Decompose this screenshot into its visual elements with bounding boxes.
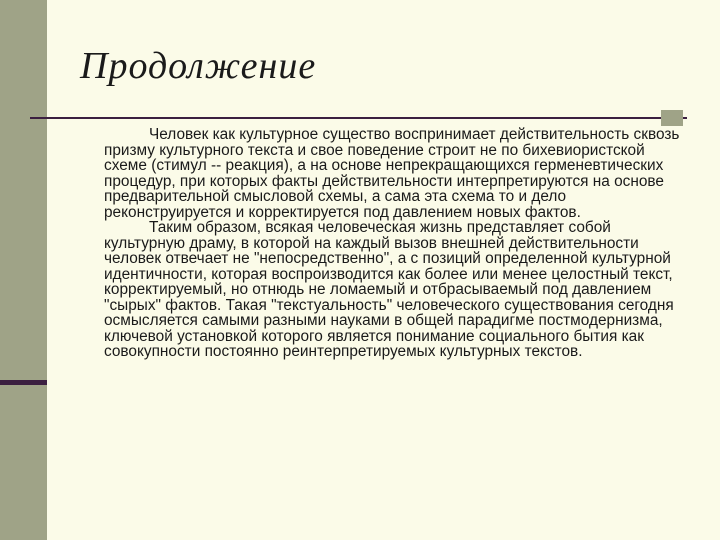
title-accent-square	[661, 110, 683, 126]
slide-title: Продолжение	[80, 45, 317, 87]
body-paragraph-1: Человек как культурное существо воспринимает действительность сквозь призму культурного текста и свое поведение строит не по бихевиористской схеме (стимул -- реакция), а на основе непрекращающихся герменевтических процедур, при которых факты действительности интерпретируются на основе предварительной смысловой схемы, а сама эта схема то и дело реконструируется и корректируется под давлением новых фактов.	[104, 126, 680, 221]
left-accent-bar	[0, 380, 47, 385]
title-divider-line	[30, 117, 687, 119]
left-decorative-band	[0, 0, 47, 540]
body-paragraph-2: Таким образом, всякая человеческая жизнь представляет собой культурную драму, в которой на каждый вызов внешней действительности человек отвечает не "непосредственно", а с позиций определенной культурной идентичности, которая воспроизводится как более или менее целостный текст, корректируемый, но отнюдь не ломаемый и отбрасываемый под давлением "сырых" фактов. Такая "текстуальность" человеческого существования сегодня осмысляется самыми разными науками в общей парадигме постмодернизма, ключевой установкой которого является понимание социального бытия как совокупности постоянно реинтерпретируемых культурных текстов.	[104, 219, 674, 360]
slide-body	[104, 127, 686, 360]
